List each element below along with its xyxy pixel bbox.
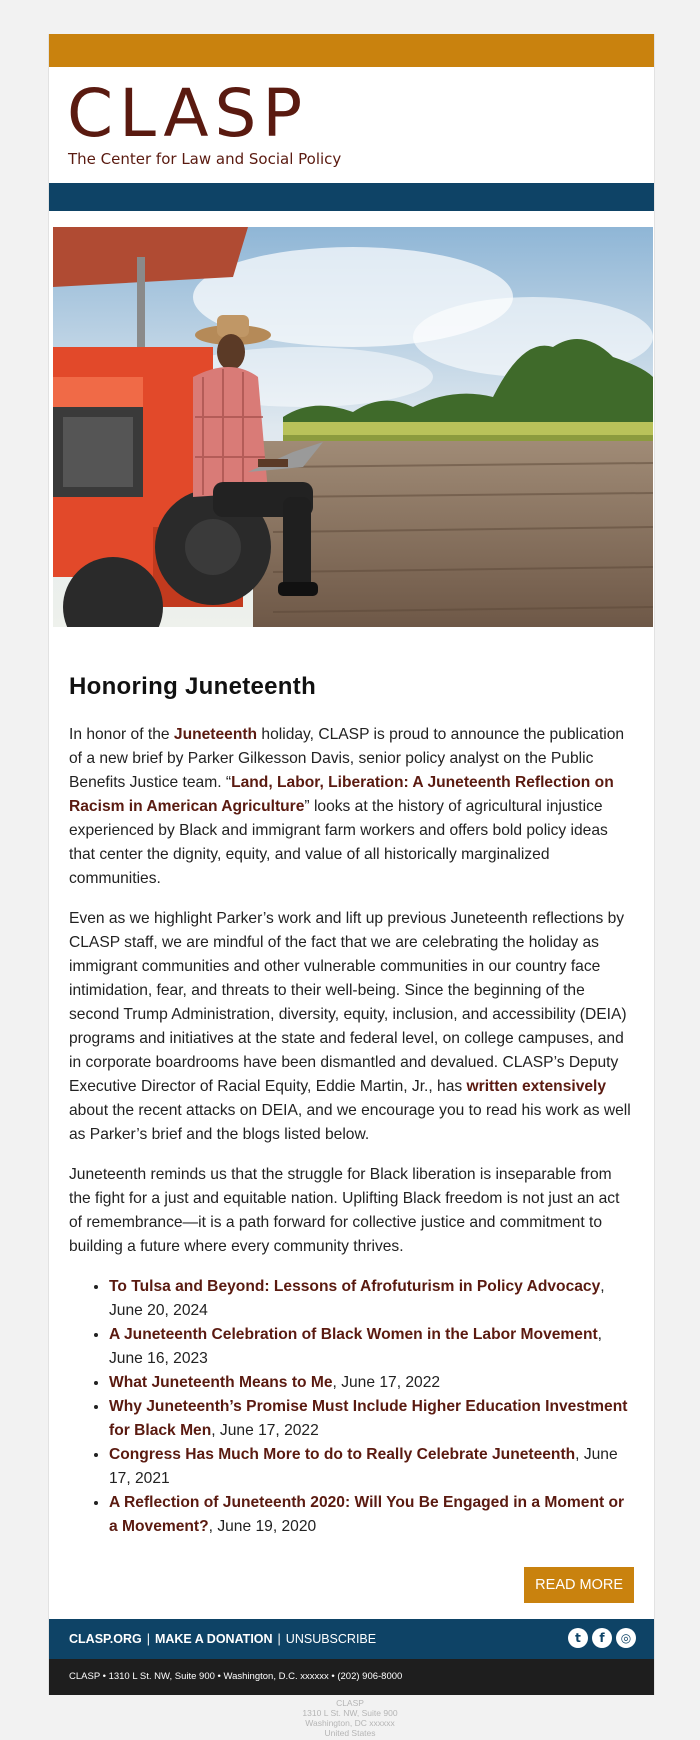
logo-area[interactable] bbox=[49, 67, 654, 183]
unsubscribe-link[interactable]: UNSUBSCRIBE bbox=[285, 1632, 377, 1646]
twitter-icon[interactable]: t bbox=[568, 1628, 588, 1648]
juneteenth-link[interactable]: Juneteenth bbox=[173, 726, 258, 743]
social-icons bbox=[568, 1628, 636, 1648]
blog-date: , June 20, 2024 bbox=[109, 1278, 605, 1319]
blog-link[interactable]: A Juneteenth Celebration of Black Women in the Labor Movement bbox=[109, 1326, 598, 1343]
blog-link[interactable]: To Tulsa and Beyond: Lessons of Afrofuturism in Policy Advocacy bbox=[109, 1278, 601, 1295]
blog-date: , June 17, 2021 bbox=[109, 1446, 618, 1487]
text-segment: Even as we highlight Parker’s work and lift up previous Juneteenth reflections by CLASP staff, we are mindful of the fact that we are celebrating the holiday as immigrant communities and other vulnerable communities in our country face intimidation, fear, and threats to their well-being. Since the beginning of the second Trump Administration, diversity, equity, inclusion, and accessibility (DEIA) programs and initiatives at the state and federal level, on college campuses, and in corporate boardrooms have been dismantled and devalued. CLASP’s Deputy Executive Director of Racial Equity, Eddie Martin, Jr., has bbox=[69, 910, 627, 1095]
clasp-org-link[interactable]: CLASP.ORG bbox=[69, 1632, 142, 1646]
list-item bbox=[109, 1491, 634, 1539]
blog-link[interactable]: Why Juneteenth’s Promise Must Include Higher Education Investment for Black Men bbox=[109, 1398, 628, 1439]
blog-date: , June 17, 2022 bbox=[211, 1422, 319, 1439]
footer-links-bar bbox=[49, 1619, 654, 1659]
paragraph-deia bbox=[69, 907, 634, 1147]
blog-list bbox=[69, 1275, 634, 1539]
address-line: Washington, DC xxxxxx bbox=[305, 1718, 395, 1728]
hero-image[interactable] bbox=[53, 227, 653, 627]
email-container bbox=[48, 34, 655, 1695]
mailing-address bbox=[0, 1698, 700, 1738]
facebook-icon[interactable]: f bbox=[592, 1628, 612, 1648]
blog-date: , June 17, 2022 bbox=[332, 1374, 441, 1391]
blog-link[interactable]: A Reflection of Juneteenth 2020: Will You Be Engaged in a Moment or a Movement? bbox=[109, 1494, 625, 1535]
blog-link[interactable]: What Juneteenth Means to Me bbox=[109, 1374, 333, 1391]
written-extensively-link[interactable]: written extensively bbox=[466, 1078, 607, 1095]
read-more-row bbox=[69, 1539, 634, 1619]
separator: | bbox=[277, 1632, 281, 1646]
text-segment: In honor of the bbox=[69, 726, 174, 743]
footer-links bbox=[69, 1632, 376, 1646]
paragraph-intro bbox=[69, 723, 634, 891]
donate-link[interactable]: MAKE A DONATION bbox=[154, 1632, 273, 1646]
logo-tagline: The Center for Law and Social Policy bbox=[68, 150, 342, 168]
article-title: Honoring Juneteenth bbox=[69, 673, 317, 700]
hero-image-wrap bbox=[49, 211, 654, 631]
logo-wordmark: CLASP bbox=[67, 75, 309, 152]
header-blue-bar bbox=[49, 183, 654, 211]
paragraph-closing: Juneteenth reminds us that the struggle for Black liberation is inseparable from the fight for a just and equitable nation. Uplifting Black freedom is not just an act of remembrance—it is a path forward for collective justice and commitment to building a future where every community thrives. bbox=[69, 1166, 620, 1255]
separator: | bbox=[146, 1632, 150, 1646]
text-segment: ” looks at the history of agricultural injustice experienced by Black and immigrant farm workers and offers bold policy ideas that center the dignity, equity, and value of all historically marginalized communities. bbox=[69, 798, 608, 887]
list-item bbox=[109, 1371, 634, 1395]
read-more-button[interactable]: READ MORE bbox=[524, 1567, 634, 1603]
article-body bbox=[49, 631, 654, 1619]
brief-link[interactable]: Land, Labor, Liberation: A Juneteenth Reflection on Racism in American Agriculture bbox=[69, 774, 614, 815]
list-item bbox=[109, 1323, 634, 1371]
blog-date: , June 16, 2023 bbox=[109, 1326, 603, 1367]
text-segment: holiday, CLASP is proud to announce the publication of a new brief by Parker Gilkesson Davis, senior policy analyst on the Public Benefits Justice team. “ bbox=[69, 726, 625, 791]
footer-contact: CLASP • 1310 L St. NW, Suite 900 • Washington, D.C. xxxxxx • (202) 906-8000 bbox=[49, 1659, 654, 1695]
blog-date: , June 19, 2020 bbox=[208, 1518, 317, 1535]
top-gold-bar bbox=[49, 34, 654, 67]
address-line: United States bbox=[324, 1728, 376, 1738]
blog-link[interactable]: Congress Has Much More to do to Really Celebrate Juneteenth bbox=[109, 1446, 576, 1463]
instagram-icon[interactable]: ◎ bbox=[616, 1628, 636, 1648]
list-item bbox=[109, 1395, 634, 1443]
address-line: CLASP bbox=[336, 1698, 364, 1708]
list-item bbox=[109, 1443, 634, 1491]
address-line: 1310 L St. NW, Suite 900 bbox=[302, 1708, 398, 1718]
list-item bbox=[109, 1275, 634, 1323]
text-segment: about the recent attacks on DEIA, and we encourage you to read his work as well as Parker’s brief and the blogs listed below. bbox=[69, 1102, 631, 1143]
